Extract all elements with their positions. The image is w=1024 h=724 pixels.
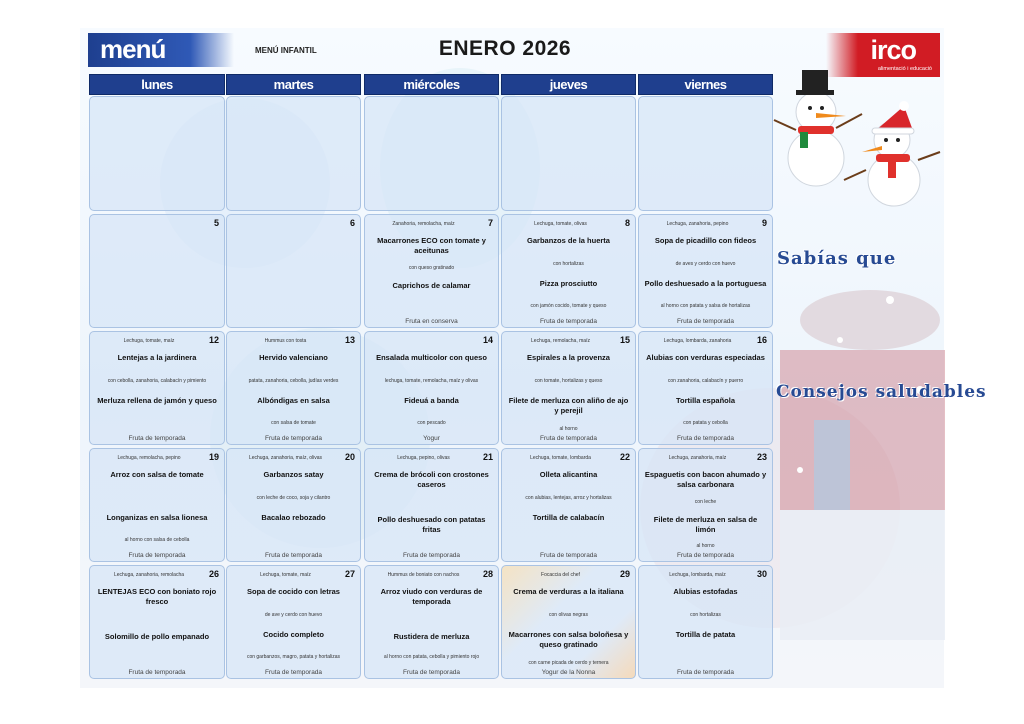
dessert: Fruta de temporada: [128, 552, 186, 559]
day-number: 5: [213, 218, 219, 228]
snowman-body: [788, 130, 844, 186]
salad-note: Lechuga, remolacha, pepino: [117, 455, 181, 461]
first-course-note: con hortalizas: [553, 261, 584, 267]
first-course: Espaguetis con bacon ahumado y salsa carbonara: [644, 470, 767, 489]
second-course: Filete de merluza con aliño de ajo y perejil: [508, 396, 629, 415]
salad-note: Hummus de boniato con nachos: [387, 572, 460, 578]
day-number: 19: [208, 452, 219, 462]
snowman-hat: [802, 70, 828, 92]
dessert: Fruta de temporada: [264, 435, 323, 442]
menu-day-cell: [638, 96, 773, 211]
salad-note: Lechuga, lombarda, maíz: [669, 572, 726, 578]
menu-day-cell: [89, 448, 225, 562]
day-number: 7: [487, 218, 493, 228]
day-number: 12: [208, 335, 219, 345]
menu-day-cell: [226, 331, 361, 445]
second-course: Caprichos de calamar: [392, 281, 471, 290]
day-header-0: lunes: [89, 74, 225, 95]
menu-day-cell: [89, 331, 225, 445]
second-course-note: con garbanzos, magro, patata y hortalizas: [246, 654, 341, 660]
second-course: Longanizas en salsa lionesa: [106, 513, 208, 522]
first-course-note: con hortalizas: [690, 612, 721, 618]
second-course: Fideuá a banda: [404, 396, 459, 405]
first-course: Alubias con verduras especiadas: [646, 353, 765, 362]
menu-day-cell: [638, 331, 773, 445]
snowman-arm: [774, 120, 796, 130]
menu-subtitle: MENÚ INFANTIL: [255, 46, 317, 55]
second-course: Rustidera de merluza: [393, 632, 470, 641]
menu-day-cell: [638, 448, 773, 562]
house-window: [814, 420, 850, 510]
day-number: 30: [756, 569, 767, 579]
menu-day-cell: [364, 448, 499, 562]
first-course-note: de aves y cerdo con huevo: [675, 261, 736, 267]
salad-note: Lechuga, remolacha, maíz: [531, 338, 590, 344]
first-course: Olleta alicantina: [539, 470, 598, 479]
day-number: 13: [344, 335, 355, 345]
first-course: Arroz viudo con verduras de temporada: [380, 587, 483, 606]
dessert: Fruta de temporada: [676, 318, 735, 325]
salad-note: Focaccia del chef: [541, 572, 580, 578]
dessert: Fruta de temporada: [128, 435, 186, 442]
menu-day-cell: [226, 565, 361, 679]
menu-day-cell: [226, 96, 361, 211]
second-course-note: al horno con salsa de cebolla: [124, 537, 190, 543]
day-number: 16: [756, 335, 767, 345]
first-course: Crema de verduras a la italiana: [513, 587, 624, 596]
day-header-4: viernes: [638, 74, 773, 95]
salad-note: Lechuga, tomate, olivas: [534, 221, 587, 227]
second-course: Albóndigas en salsa: [257, 396, 330, 405]
dessert: Yogur de la Nonna: [541, 669, 596, 676]
salad-note: Zanahoria, remolacha, maíz: [392, 221, 455, 227]
menu-day-cell: [501, 331, 636, 445]
dessert: Fruta de temporada: [128, 669, 186, 676]
dessert: Fruta de temporada: [539, 318, 598, 325]
first-course-note: con zanahoria, calabacín y puerro: [667, 378, 744, 384]
menu-day-cell: [501, 96, 636, 211]
menu-day-cell: [89, 214, 225, 328]
second-course-note: con patata y cebolla: [683, 420, 728, 426]
dessert: Fruta de temporada: [539, 552, 598, 559]
second-course: Filete de merluza en salsa de limón: [653, 515, 758, 534]
first-course-note: con leche de coco, soja y cilantro: [256, 495, 331, 501]
second-course-note: al horno con patata, cebolla y pimiento rojo: [383, 654, 480, 660]
first-course-note: con leche: [694, 499, 717, 505]
salad-note: Lechuga, zanahoria, maíz, olivas: [248, 455, 323, 461]
menu-day-cell: [501, 565, 636, 679]
second-course: Bacalao rebozado: [261, 513, 326, 522]
dessert: Fruta de temporada: [264, 669, 323, 676]
menu-day-cell: [638, 565, 773, 679]
first-course: Lentejas a la jardinera: [117, 353, 197, 362]
first-course: Garbanzos satay: [263, 470, 324, 479]
first-course: Sopa de cocido con letras: [247, 587, 340, 596]
first-course-note: patata, zanahoria, cebolla, judías verdes: [248, 378, 339, 384]
menu-day-cell: [364, 565, 499, 679]
day-number: 23: [756, 452, 767, 462]
first-course: LENTEJAS ECO con boniato rojo fresco: [97, 587, 217, 606]
salad-note: Lechuga, zanahoria, remolacha: [113, 572, 185, 578]
salad-note: Lechuga, lombarda, zanahoria: [663, 338, 732, 344]
dessert: Yogur: [423, 435, 440, 442]
day-number: 6: [349, 218, 355, 228]
second-course-note: con jamón cocido, tomate y queso: [530, 303, 607, 309]
second-course: Pizza prosciutto: [539, 279, 598, 288]
salad-note: Lechuga, tomate, maíz: [123, 338, 175, 344]
first-course-note: lechuga, tomate, remolacha, maíz y olivas: [384, 378, 479, 384]
salad-note: Lechuga, zanahoria, maíz: [668, 455, 727, 461]
day-number: 8: [624, 218, 630, 228]
menu-day-cell: [226, 214, 361, 328]
second-course: Pollo deshuesado con patatas fritas: [377, 515, 486, 534]
second-course: Tortilla española: [675, 396, 736, 405]
first-course-note: con tomate, hortalizas y queso: [534, 378, 603, 384]
second-course-note: con carne picada de cerdo y ternera: [528, 660, 609, 666]
menu-day-cell: [364, 331, 499, 445]
day-number: 22: [619, 452, 630, 462]
dessert: Fruta de temporada: [402, 552, 461, 559]
second-course-note: con pescado: [417, 420, 446, 426]
menu-day-cell: [89, 96, 225, 211]
day-number: 27: [344, 569, 355, 579]
page-title: ENERO 2026: [438, 37, 572, 60]
sabias-que-heading: Sabías que: [777, 248, 897, 269]
second-course: Pollo deshuesado a la portuguesa: [644, 279, 767, 288]
dessert: Fruta en conserva: [405, 318, 458, 325]
first-course: Crema de brócoli con crostones caseros: [374, 470, 489, 489]
day-header-1: martes: [226, 74, 361, 95]
brand-tagline: alimentació i educació: [877, 66, 932, 72]
day-number: 20: [344, 452, 355, 462]
day-number: 21: [482, 452, 493, 462]
dessert: Fruta de temporada: [676, 669, 735, 676]
first-course-note: con cebolla, zanahoria, calabacín y pimiento: [107, 378, 207, 384]
menu-day-cell: [364, 214, 499, 328]
menu-day-cell: [501, 214, 636, 328]
first-course: Arroz con salsa de tomate: [110, 470, 204, 479]
first-course: Hervido valenciano: [259, 353, 328, 362]
first-course-note: con alubias, lentejas, arroz y hortalizas: [525, 495, 612, 501]
menu-logo: menú: [88, 33, 234, 67]
dessert: Fruta de temporada: [676, 552, 735, 559]
second-course-note: con salsa de tomate: [271, 420, 316, 426]
day-number: 15: [619, 335, 630, 345]
second-course-note: al horno con patata y salsa de hortalizas: [660, 303, 751, 309]
first-course: Espirales a la provenza: [527, 353, 610, 362]
menu-day-cell: [89, 565, 225, 679]
first-course: Sopa de picadillo con fideos: [654, 236, 757, 245]
first-course: Garbanzos de la huerta: [527, 236, 610, 245]
first-course: Macarrones ECO con tomate y aceitunas: [377, 236, 486, 255]
salad-note: Lechuga, tomate, maíz: [260, 572, 311, 578]
dessert: Fruta de temporada: [264, 552, 323, 559]
salad-note: Lechuga, zanahoria, pepino: [666, 221, 729, 227]
second-course: Tortilla de patata: [675, 630, 736, 639]
day-header-2: miércoles: [364, 74, 499, 95]
second-course: Macarrones con salsa boloñesa y queso gratinado: [508, 630, 629, 649]
menu-day-cell: [638, 214, 773, 328]
consejos-saludables-heading: Consejos saludables: [776, 382, 987, 402]
second-course: Merluza rellena de jamón y queso: [97, 396, 217, 405]
first-course-note: de ave y cerdo con huevo: [264, 612, 323, 618]
first-course: Alubias estofadas: [673, 587, 738, 596]
snowmen-illustration: [770, 68, 942, 208]
day-number: 29: [619, 569, 630, 579]
second-course-note: al horno: [696, 543, 715, 549]
house-illustration: [780, 280, 945, 640]
second-course: Cocido completo: [263, 630, 324, 639]
day-number: 14: [482, 335, 493, 345]
menu-day-cell: [364, 96, 499, 211]
second-course: Solomillo de pollo empanado: [104, 632, 210, 641]
day-number: 9: [761, 218, 767, 228]
menu-day-cell: [501, 448, 636, 562]
second-course: Tortilla de calabacín: [532, 513, 605, 522]
day-header-3: jueves: [501, 74, 636, 95]
dessert: Fruta de temporada: [539, 435, 598, 442]
first-course-note: con olivas negras: [549, 612, 588, 618]
brand-name: irco: [870, 35, 916, 65]
salad-note: Lechuga, tomate, lombarda: [530, 455, 591, 461]
dessert: Fruta de temporada: [676, 435, 735, 442]
dessert: Fruta de temporada: [402, 669, 461, 676]
first-course-note: con queso gratinado: [408, 265, 455, 271]
salad-note: Hummus con tosta: [264, 338, 307, 344]
menu-day-cell: [226, 448, 361, 562]
second-course-note: al horno: [559, 426, 578, 432]
first-course: Ensalada multicolor con queso: [376, 353, 487, 362]
day-number: 26: [208, 569, 219, 579]
salad-note: Lechuga, pepino, olivas: [397, 455, 450, 461]
day-number: 28: [482, 569, 493, 579]
